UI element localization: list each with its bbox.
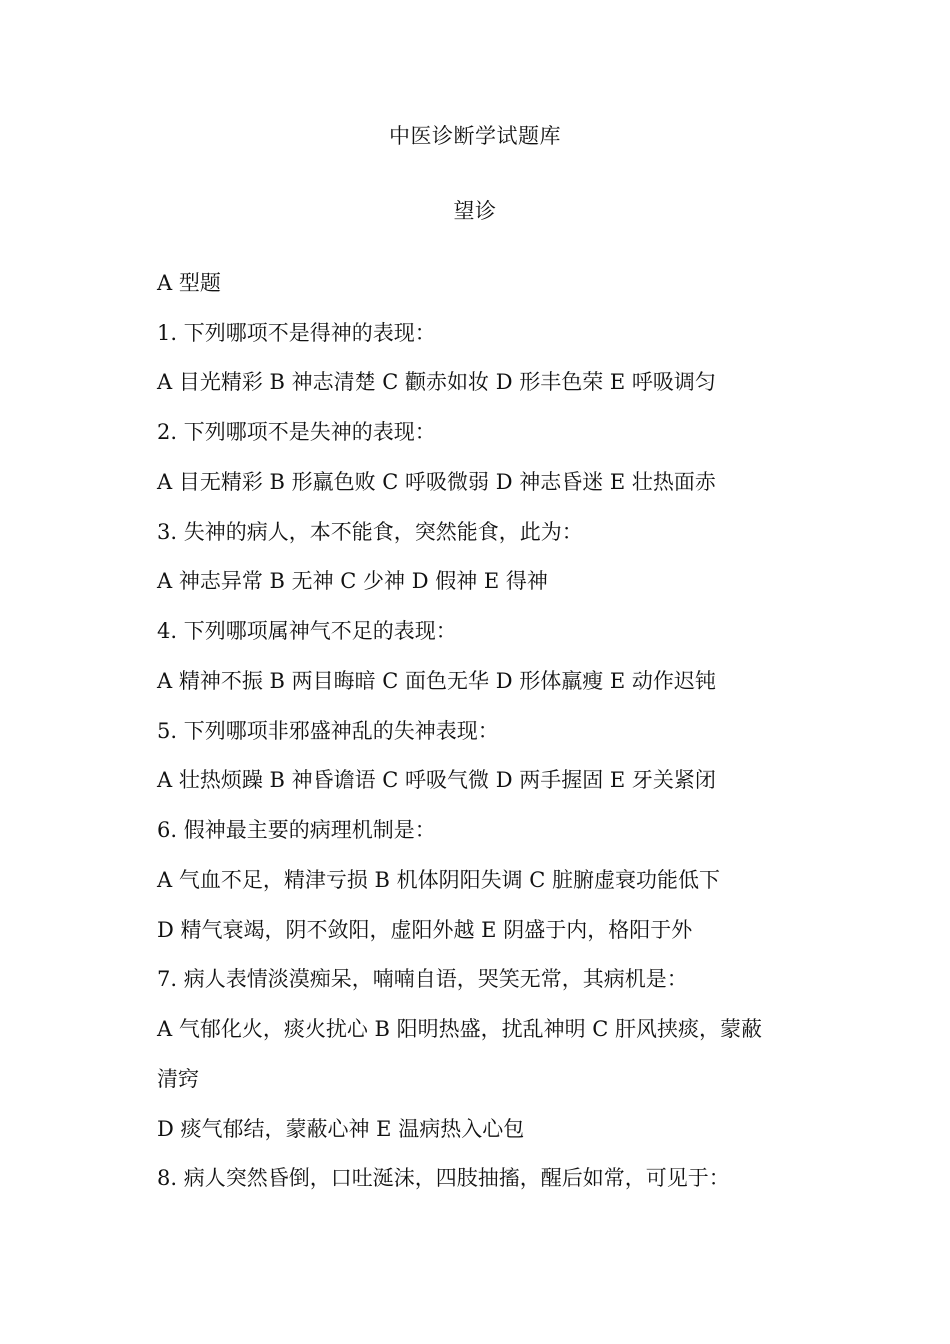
question-7-options-line-1: A 气郁化火，痰火扰心 B 阳明热盛，扰乱神明 C 肝风挟痰，蒙蔽 bbox=[157, 1017, 763, 1041]
question-4-options: A 精神不振 B 两目晦暗 C 面色无华 D 形体羸瘦 E 动作迟钝 bbox=[157, 669, 716, 693]
question-7: 7. 病人表情淡漠痴呆，喃喃自语，哭笑无常，其病机是： bbox=[157, 967, 688, 991]
question-3-options: A 神志异常 B 无神 C 少神 D 假神 E 得神 bbox=[157, 569, 548, 593]
question-1-options: A 目光精彩 B 神志清楚 C 颧赤如妆 D 形丰色荣 E 呼吸调匀 bbox=[157, 370, 716, 394]
question-8: 8. 病人突然昏倒，口吐涎沫，四肢抽搐，醒后如常，可见于： bbox=[157, 1166, 730, 1190]
question-5-options: A 壮热烦躁 B 神昏谵语 C 呼吸气微 D 两手握固 E 牙关紧闭 bbox=[157, 768, 716, 792]
question-4: 4. 下列哪项属神气不足的表现： bbox=[157, 619, 457, 643]
question-2-options: A 目无精彩 B 形羸色败 C 呼吸微弱 D 神志昏迷 E 壮热面赤 bbox=[157, 470, 716, 494]
question-6: 6. 假神最主要的病理机制是： bbox=[157, 818, 436, 842]
section-title: 望诊 bbox=[453, 199, 497, 223]
question-3: 3. 失神的病人，本不能食，突然能食，此为： bbox=[157, 520, 583, 544]
question-7-options-line-2: 清窍 bbox=[157, 1067, 199, 1091]
question-5: 5. 下列哪项非邪盛神乱的失神表现： bbox=[157, 719, 499, 743]
question-2: 2. 下列哪项不是失神的表现： bbox=[157, 420, 436, 444]
question-1: 1. 下列哪项不是得神的表现： bbox=[157, 321, 436, 345]
question-6-options-line-2: D 精气衰竭，阴不敛阳，虚阳外越 E 阴盛于内，格阳于外 bbox=[157, 918, 693, 942]
question-7-options-line-3: D 痰气郁结，蒙蔽心神 E 温病热入心包 bbox=[157, 1117, 525, 1141]
question-type-heading: A 型题 bbox=[157, 271, 221, 295]
document-title: 中医诊断学试题库 bbox=[389, 124, 561, 148]
question-6-options-line-1: A 气血不足，精津亏损 B 机体阴阳失调 C 脏腑虚衰功能低下 bbox=[157, 868, 721, 892]
